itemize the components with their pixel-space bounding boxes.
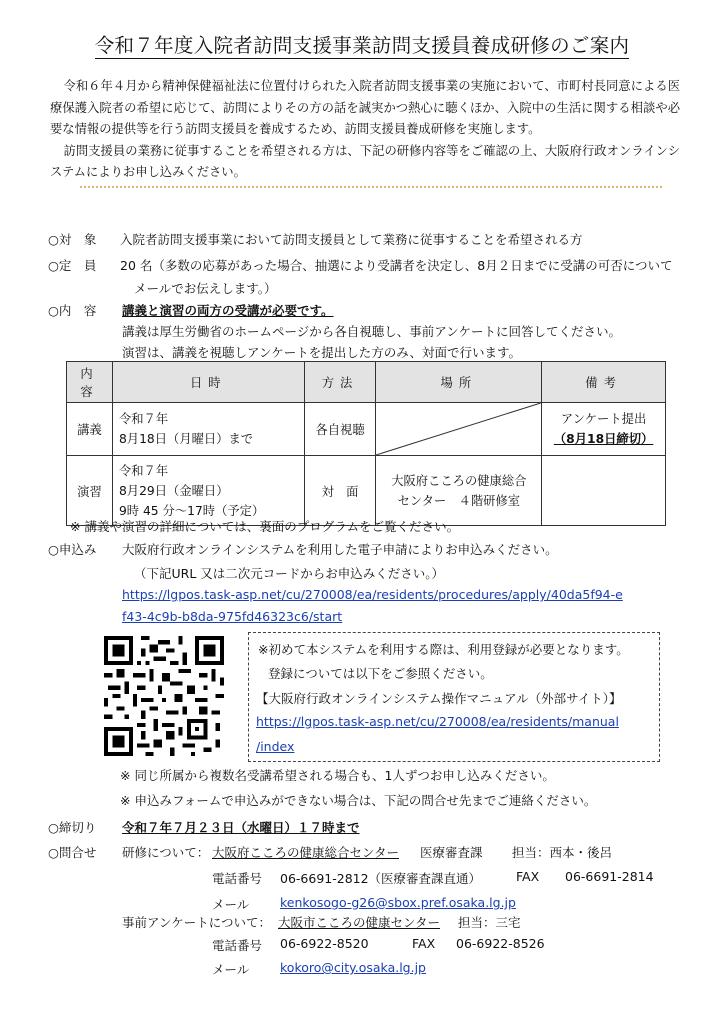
apply-label: ○申込み [48,542,97,557]
note-form-trouble: ※ 申込みフォームで申込みができない場合は、下記の問合せ先までご連絡ください。 [120,793,597,808]
deadline-label: ○締切り [48,820,97,835]
exercise-place-line1: 大阪府こころの健康総合 [391,473,527,488]
apply-text-2: （下記URL 又は二次元コードからお申込みください。） [134,566,445,581]
table-row [67,456,666,526]
page-title: 令和７年度入院者訪問支援事業訪問支援員養成研修のご案内 [94,34,630,57]
intro-paragraph-1: 令和６年４月から精神保健福祉法に位置付けられた入院者訪問支援事業の実施において、市町村長同意による医療保護入院者の希望に応じて、訪問によりその方の話を誠実かつ熱心に聴くほか、入院中の生活に関する相談や必要な情報の提供等を行う訪問支援員を養成するため、訪問支援員養成研修を実施します。 [50,79,680,136]
target-label: ○対 象 [48,232,97,247]
deadline-text: 令和７年７月２３日（水曜日）１７時まで [122,820,360,835]
intro-paragraph-2: 訪問支援員の業務に従事することを希望される方は、下記の研修内容等をご確認の上、大阪府行政オンラインシステムによりお申し込みください。 [50,143,680,179]
contact-training-prefix: 研修について： [122,845,210,860]
header-datetime: 日時 [112,362,304,403]
fax-number-2: 06-6922-8526 [456,936,545,951]
apply-url-line-1[interactable]: https://lgpos.task-asp.net/cu/270008/ea/residents/procedures/apply/40da5f94-e [122,587,623,602]
exercise-method: 対 面 [304,456,376,526]
table-header-row [67,362,666,403]
header-note: 備考 [542,362,666,403]
manual-url-line-2[interactable]: /index [256,739,295,754]
header-content: 内容 [67,362,113,403]
contact-survey-org: 大阪市こころの健康センター [278,915,441,930]
exercise-place [376,456,542,526]
contact-survey-prefix: 事前アンケートについて： [122,915,272,930]
contact-training-dept: 医療審査課 [420,845,483,860]
exercise-date-day: 8月29日（金曜日） [118,483,229,498]
capacity-text-1: 20 名（多数の応募があった場合、抽選により受講者を決定し、8月２日までに受講の可否について [120,258,673,273]
lecture-note [542,403,666,456]
fax-label-2: FAX [412,936,436,951]
apply-text-1: 大阪府行政オンラインシステムを利用した電子申請によりお申込みください。 [122,542,558,557]
box-text-3: 【大阪府行政オンラインシステム操作マニュアル（外部サイト）】 [256,691,622,706]
contact-label: ○問合せ [48,845,97,860]
phone-label-1: 電話番号 [212,871,263,886]
contact-survey-staff: 担当：三宅 [458,915,521,930]
content-text-2: 演習は、講義を視聴しアンケートを提出した方のみ、対面で行います。 [122,345,522,360]
schedule-table [66,361,666,526]
lecture-type: 講義 [67,403,113,456]
target-text: 入院者訪問支援事業において訪問支援員として業務に従事することを希望される方 [120,232,583,247]
contact-training-org: 大阪府こころの健康総合センター [212,845,400,860]
header-place: 場所 [376,362,542,403]
exercise-place-line2: センター ４階研修室 [397,493,521,508]
capacity-text-2: メールでお伝えします。） [134,281,277,296]
exercise-note-empty [542,456,666,526]
detail-note: ※ 講義や演習の詳細については、裏面のプログラムをご覧ください。 [70,519,460,534]
capacity-label: ○定 員 [48,258,97,273]
exercise-date-year: 令和７年 [118,463,169,478]
mail-label-2: メール [212,962,250,977]
dotted-divider [80,186,662,188]
content-emphasis: 講義と演習の両方の受講が必要です。 [122,303,334,318]
phone-label-2: 電話番号 [212,938,263,953]
exercise-type: 演習 [67,456,113,526]
header-method: 方法 [304,362,376,403]
mail-link-2[interactable]: kokoro@city.osaka.lg.jp [280,960,426,975]
table-row [67,403,666,456]
lecture-place-empty [376,403,542,456]
content-label: ○内 容 [48,303,97,318]
phone-number-2: 06-6922-8520 [280,936,369,951]
lecture-date-day: 8月18日（月曜日）まで [118,432,254,446]
exercise-date-time: 9時 45 分～17時（予定） [118,503,265,518]
note-multiple-applicants: ※ 同じ所属から複数名受講希望される場合も、1人ずつお申し込みください。 [120,768,555,783]
box-text-1: ※初めて本システムを利用する際は、利用登録が必要となります。 [258,642,629,657]
diagonal-slash [376,403,541,455]
content-text-1: 講義は厚生労働省のホームページから各自視聴し、事前アンケートに回答してください。 [122,324,622,339]
phone-number-1: 06-6691-2812（医療審査課直通） [280,871,482,886]
mail-label-1: メール [212,897,250,912]
fax-label-1: FAX [516,869,540,884]
exercise-date [112,456,304,526]
mail-link-1[interactable]: kenkosogo-g26@sbox.pref.osaka.lg.jp [280,895,516,910]
lecture-date [112,403,304,456]
qr-code[interactable] [104,636,224,756]
box-text-2: 登録については以下をご参照ください。 [268,666,493,681]
lecture-note-line1: アンケート提出 [560,412,647,426]
fax-number-1: 06-6691-2814 [565,869,654,884]
lecture-deadline: （8月18日締切） [553,432,654,446]
manual-url-line-1[interactable]: https://lgpos.task-asp.net/cu/270008/ea/residents/manual [256,714,619,729]
lecture-method: 各自視聴 [304,403,376,456]
lecture-date-year: 令和７年 [118,412,169,426]
intro-section [50,76,680,184]
apply-url-line-2[interactable]: f43-4c9b-b8da-975fd46323c6/start [122,609,343,624]
contact-training-staff: 担当：西本・後呂 [512,845,613,860]
